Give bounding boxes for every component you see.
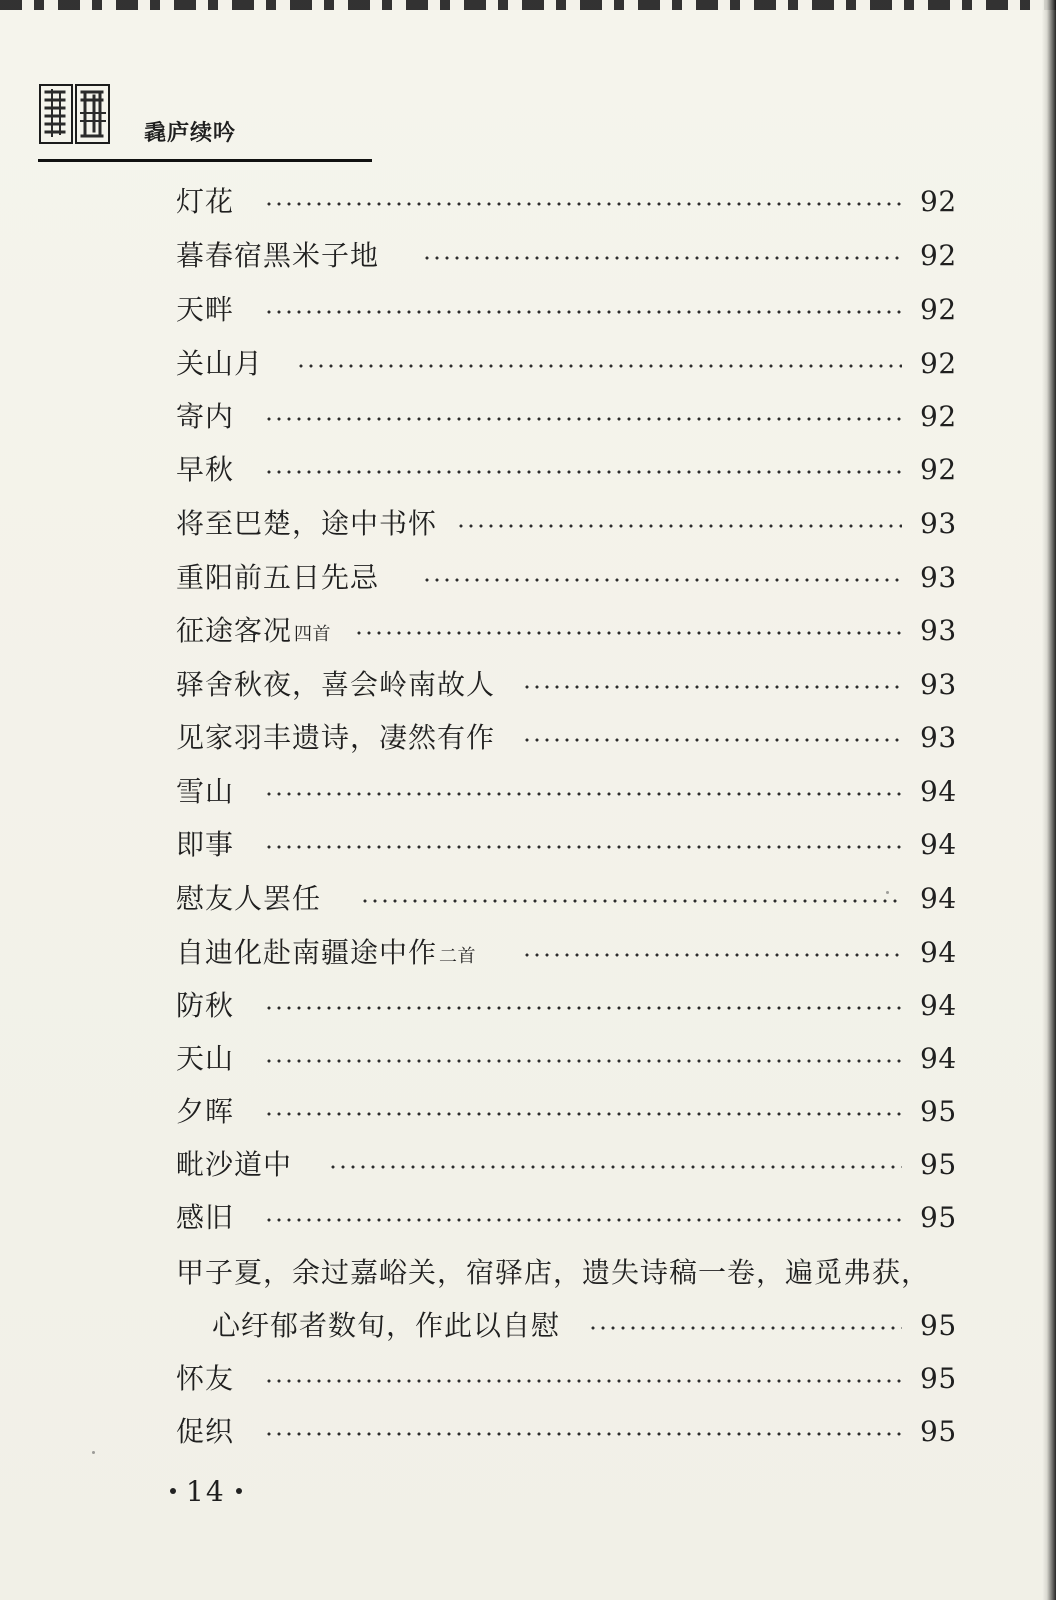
toc-entry bbox=[176, 1255, 976, 1295]
toc-entry bbox=[176, 1200, 976, 1240]
toc-entry bbox=[176, 1414, 976, 1454]
toc-entry bbox=[176, 1041, 976, 1081]
entry-page-number: 94 bbox=[920, 1042, 957, 1075]
entry-title: 灯花 bbox=[176, 185, 235, 218]
entry-page-number: 94 bbox=[920, 775, 957, 808]
leader-dots bbox=[422, 256, 902, 260]
leader-dots bbox=[296, 364, 902, 368]
entry-page-number: 94 bbox=[920, 828, 957, 861]
entry-title-main: 自迪化赴南疆途中作 bbox=[176, 936, 438, 969]
entry-page-number: 92 bbox=[920, 347, 957, 380]
toc-entry bbox=[176, 881, 976, 921]
toc-entry bbox=[176, 184, 976, 224]
entry-title: 将至巴楚，途中书怀 bbox=[176, 507, 438, 540]
toc-entry bbox=[176, 292, 976, 332]
toc-entry bbox=[176, 399, 976, 439]
toc-entry bbox=[176, 238, 976, 278]
entry-title: 寄内 bbox=[176, 400, 235, 433]
page-footer bbox=[160, 1474, 252, 1510]
entry-title: 重阳前五日先忌 bbox=[176, 561, 380, 594]
leader-dots bbox=[264, 1379, 902, 1383]
entry-title: 慰友人罢任 bbox=[176, 882, 322, 915]
entry-title: 见家羽丰遗诗，凄然有作 bbox=[176, 721, 496, 754]
entry-page-number: 93 bbox=[920, 507, 957, 540]
entry-title: 毗沙道中 bbox=[176, 1148, 293, 1181]
entry-title: 驿舍秋夜，喜会岭南故人 bbox=[176, 668, 496, 701]
toc-entry bbox=[176, 1147, 976, 1187]
toc-entry bbox=[176, 988, 976, 1028]
entry-title: 怀友 bbox=[176, 1362, 235, 1395]
leader-dots bbox=[328, 1165, 902, 1169]
leader-dots bbox=[522, 953, 902, 957]
toc-entry bbox=[176, 827, 976, 867]
toc-entry bbox=[176, 1094, 976, 1134]
toc-entry bbox=[176, 1361, 976, 1401]
entry-title-continuation: 心纡郁者数旬，作此以自慰 bbox=[212, 1309, 561, 1342]
leader-dots bbox=[264, 792, 902, 796]
entry-page-number: 95 bbox=[920, 1095, 957, 1128]
toc-entry bbox=[176, 935, 976, 975]
paper-speck bbox=[886, 891, 889, 894]
entry-title: 暮春宿黑米子地 bbox=[176, 239, 380, 272]
leader-dots bbox=[522, 685, 902, 689]
toc-entry bbox=[176, 346, 976, 386]
entry-title: 即事 bbox=[176, 828, 235, 861]
entry-page-number: 94 bbox=[920, 936, 957, 969]
entry-title: 感旧 bbox=[176, 1201, 235, 1234]
entry-page-number: 95 bbox=[920, 1362, 957, 1395]
entry-page-number: 92 bbox=[920, 293, 957, 326]
leader-dots bbox=[264, 1218, 902, 1222]
entry-title: 天山 bbox=[176, 1042, 235, 1075]
entry-title: 甲子夏，余过嘉峪关，宿驿店，遗失诗稿一卷，遍觅弗获， bbox=[176, 1256, 931, 1289]
entry-page-number: 93 bbox=[920, 668, 957, 701]
leader-dots bbox=[264, 470, 902, 474]
footer-dot-right bbox=[236, 1488, 242, 1494]
toc-entry bbox=[176, 774, 976, 814]
entry-page-number: 95 bbox=[920, 1415, 957, 1448]
entry-title-main: 征途客况 bbox=[176, 614, 293, 647]
leader-dots bbox=[588, 1326, 902, 1330]
toc-entry bbox=[176, 560, 976, 600]
entry-page-number: 92 bbox=[920, 239, 957, 272]
leader-dots bbox=[264, 845, 902, 849]
leader-dots bbox=[264, 1432, 902, 1436]
entry-title: 雪山 bbox=[176, 775, 235, 808]
entry-page-number: 92 bbox=[920, 185, 957, 218]
leader-dots bbox=[264, 1112, 902, 1116]
leader-dots bbox=[264, 1059, 902, 1063]
toc-entry bbox=[176, 613, 976, 653]
entry-page-number: 94 bbox=[920, 882, 957, 915]
running-title: 毳庐续吟 bbox=[144, 120, 237, 146]
toc-entry bbox=[176, 1308, 976, 1348]
leader-dots bbox=[264, 310, 902, 314]
toc-entry bbox=[176, 720, 976, 760]
leader-dots bbox=[264, 1006, 902, 1010]
entry-page-number: 95 bbox=[920, 1201, 957, 1234]
leader-dots bbox=[354, 631, 902, 635]
entry-title: 防秋 bbox=[176, 989, 235, 1022]
leader-dots bbox=[264, 417, 902, 421]
leader-dots bbox=[360, 899, 902, 903]
toc-entry bbox=[176, 506, 976, 546]
toc-entry bbox=[176, 667, 976, 707]
entry-page-number: 95 bbox=[920, 1148, 957, 1181]
leader-dots bbox=[422, 578, 902, 582]
footer-dot-left bbox=[170, 1488, 176, 1494]
leader-dots bbox=[522, 738, 902, 742]
entry-title: 关山月 bbox=[176, 347, 264, 380]
page-number: 14 bbox=[186, 1475, 226, 1508]
toc-entry bbox=[176, 452, 976, 492]
entry-page-number: 94 bbox=[920, 989, 957, 1022]
entry-page-number: 93 bbox=[920, 614, 957, 647]
entry-page-number: 92 bbox=[920, 400, 957, 433]
entry-title bbox=[176, 935, 476, 975]
entry-title: 天畔 bbox=[176, 293, 235, 326]
entry-note: 二首 bbox=[439, 946, 477, 967]
entry-title: 促织 bbox=[176, 1415, 235, 1448]
entry-title: 夕晖 bbox=[176, 1095, 235, 1128]
entry-note: 四首 bbox=[294, 624, 332, 645]
entry-page-number: 93 bbox=[920, 561, 957, 594]
entry-title: 早秋 bbox=[176, 453, 235, 486]
paper-speck bbox=[92, 1451, 95, 1454]
entry-title bbox=[176, 613, 331, 653]
entry-page-number: 93 bbox=[920, 721, 957, 754]
leader-dots bbox=[264, 202, 902, 206]
leader-dots bbox=[456, 524, 902, 528]
entry-page-number: 92 bbox=[920, 453, 957, 486]
entry-page-number: 95 bbox=[920, 1309, 957, 1342]
